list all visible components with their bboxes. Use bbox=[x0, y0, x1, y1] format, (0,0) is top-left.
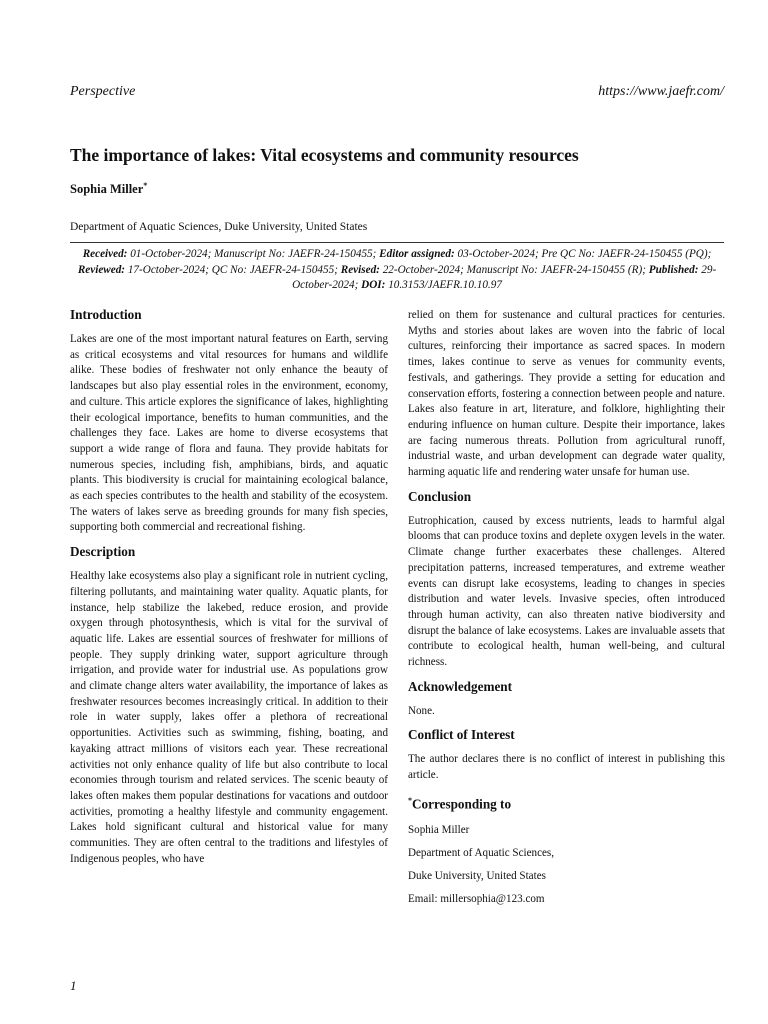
published-value: 29-October-2024; bbox=[292, 263, 717, 291]
author-name: Sophia Miller bbox=[70, 182, 144, 197]
description-text: Healthy lake ecosystems also play a significant role in nutrient cycling, filtering pollutants, and maintaining water quality. Aquatic plants, for instance, help stabilize the lakebed, reduce erosion, and provide oxygen through photosynthesis, which is vital for the survival of aquatic life. Lakes are essential sources of freshwater for millions of people. They supply drinking water, support agriculture through irrigation, and provide water for industrial use. As populations grow and climate change alters water availability, the importance of lakes as freshwater resources becomes increasingly critical. In addition to their role in water supply, lakes offer a plethora of recreational opportunities. Activities such as swimming, fishing, boating, and kayaking attract millions of visitors each year. These recreational activities not only enhance quality of life but also contribute to local economies through tourism and related services. The scenic beauty of lakes often makes them popular destinations for vacations and outdoor activities, promoting a healthy lifestyle and community engagement. Lakes hold significant cultural and historical value for many communities. They are often central to the traditions and lifestyles of Indigenous peoples, who have bbox=[70, 570, 388, 865]
corresponding-university: Duke University, United States bbox=[408, 870, 546, 883]
corresponding-name: Sophia Miller bbox=[408, 824, 470, 837]
description-heading: Description bbox=[70, 544, 136, 560]
article-title: The importance of lakes: Vital ecosystems and community resources bbox=[70, 145, 579, 165]
left-column bbox=[70, 306, 388, 868]
acknowledgement-heading: Acknowledgement bbox=[408, 678, 513, 694]
conflict-text: The author declares there is no conflict of interest in publishing this article. bbox=[408, 753, 725, 782]
corresponding-mark: * bbox=[408, 795, 412, 805]
corresponding-heading-text: Corresponding to bbox=[412, 796, 512, 812]
editor-label: Editor assigned: bbox=[379, 248, 455, 260]
affiliation: Department of Aquatic Sciences, Duke University, United States bbox=[70, 221, 368, 233]
corresponding-email[interactable]: Email: millersophia@123.com bbox=[408, 893, 545, 906]
introduction-text: Lakes are one of the most important natural features on Earth, serving as critical ecosystems and vital resources for humans and wildlife alike. These bodies of freshwater not only enhance the beauty of landscapes but also play essential roles in the environment, economy, and culture. This article explores the significance of lakes, highlighting their ecological importance, benefits to human communities, and the challenges they face. Lakes are home to diverse ecosystems that support a wide range of flora and fauna. They provide habitats for numerous species, including fish, amphibians, birds, and aquatic plants. This biodiversity is crucial for maintaining ecological balance, as each species contributes to the health and stability of the ecosystem. The waters of lakes serve as breeding grounds for many fish species, supporting both commercial and recreational fishing. bbox=[70, 333, 388, 534]
doi-value: 10.3153/JAEFR.10.10.97 bbox=[385, 279, 502, 291]
corresponding-block bbox=[408, 819, 725, 911]
reviewed-value: 17-October-2024; QC No: JAEFR-24-150455; bbox=[125, 263, 341, 276]
section-label: Perspective bbox=[70, 84, 136, 99]
corresponding-dept: Department of Aquatic Sciences, bbox=[408, 847, 555, 860]
author-line bbox=[70, 181, 147, 197]
reviewed-label: Reviewed: bbox=[77, 263, 126, 276]
running-header bbox=[70, 84, 724, 100]
conflict-heading: Conflict of Interest bbox=[408, 727, 515, 743]
published-label: Published: bbox=[648, 263, 699, 276]
journal-url[interactable]: https://www.jaefr.com/ bbox=[598, 84, 724, 99]
page-number: 1 bbox=[70, 978, 77, 993]
article-metadata bbox=[70, 247, 724, 294]
right-column bbox=[408, 308, 725, 911]
received-value: 01-October-2024; Manuscript No: JAEFR-24-150455; bbox=[127, 248, 380, 260]
conclusion-text: Eutrophication, caused by excess nutrients, leads to harmful algal blooms that can produce toxins and deplete oxygen levels in the water. Climate change further exacerbates these challenges. Altered precipitation patterns, increased temperatures, and extreme weather events can disrupt lake ecosystems, leading to changes in species distribution and water levels. Invasive species, often introduced through human activity, can also threaten native biodiversity and disrupt the balance of lake ecosystems. Lakes are invaluable assets that contribute to ecological health, human well-being, and cultural richness. bbox=[408, 514, 725, 669]
corresponding-heading bbox=[408, 792, 725, 813]
description-continued-text: relied on them for sustenance and cultural practices for centuries. Myths and stories about lakes are woven into the fabric of local cultures, reinforcing their importance as sacred spaces. In modern times, lakes continue to serve as venues for community events, festivals, and gatherings. They provide a setting for education and conservation efforts, fostering a connection between people and nature. Lakes also feature in art, literature, and folklore, highlighting their enduring influence on human culture. Despite their importance, lakes are facing numerous threats. Pollution from agricultural runoff, industrial waste, and urban development can degrade water quality, harming aquatic life and rendering water unsafe for human use. bbox=[408, 309, 725, 479]
doi-label: DOI: bbox=[361, 279, 386, 291]
revised-value: 22-October-2024; Manuscript No: JAEFR-24-150455 (R); bbox=[379, 263, 649, 276]
introduction-heading: Introduction bbox=[70, 307, 142, 322]
editor-value: 03-October-2024; Pre QC No: JAEFR-24-150455 (PQ); bbox=[454, 248, 712, 260]
author-mark: * bbox=[143, 181, 148, 190]
acknowledgement-text: None. bbox=[408, 704, 435, 717]
revised-label: Revised: bbox=[340, 263, 380, 276]
conclusion-heading: Conclusion bbox=[408, 488, 472, 504]
received-label: Received: bbox=[82, 248, 128, 260]
divider bbox=[70, 242, 724, 243]
